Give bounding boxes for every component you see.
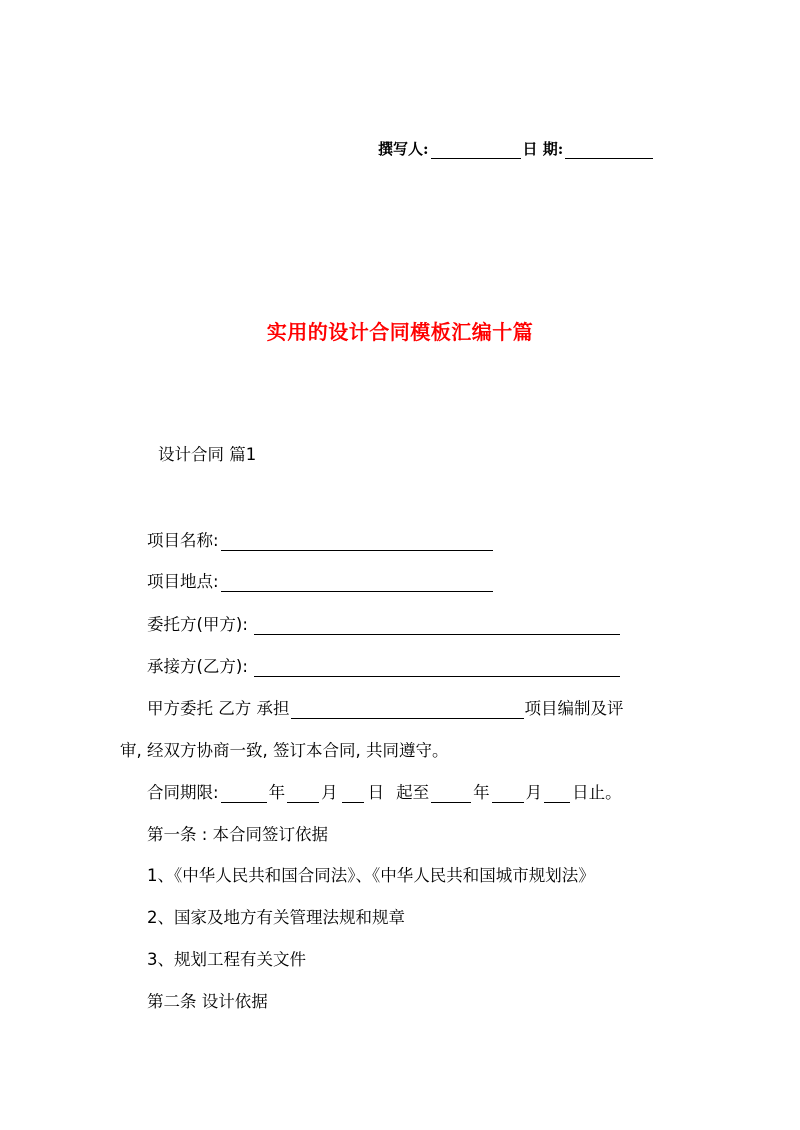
party-a-blank xyxy=(254,616,620,635)
period-month2: 月 xyxy=(525,783,543,802)
period-year2: 年 xyxy=(473,783,490,802)
clause-item-1: 1、《中华人民共和国合同法》、《中华人民共和国城市规划法》 xyxy=(147,866,595,885)
article-2: 第二条 设计依据 xyxy=(147,992,268,1011)
entrust-continuation: 审, 经双方协商一致, 签订本合同, 共同遵守。 xyxy=(120,741,449,760)
party-a-row xyxy=(147,611,620,635)
project-name-label: 项目名称: xyxy=(147,531,219,550)
entrust-suffix: 项目编制及评 xyxy=(524,699,624,718)
clause-item-2: 2、国家及地方有关管理法规和规章 xyxy=(147,908,405,927)
clause-item-3: 3、规划工程有关文件 xyxy=(147,950,306,969)
period-year2-blank xyxy=(431,784,471,803)
date-label: 日 期: xyxy=(522,140,564,158)
article-1: 第一条 : 本合同签订依据 xyxy=(147,825,329,844)
document-title: 实用的设计合同模板汇编十篇 xyxy=(266,320,534,344)
period-year-blank xyxy=(221,784,267,803)
project-name-row xyxy=(147,527,493,551)
entrust-prefix: 甲方委托 乙方 承担 xyxy=(147,699,290,718)
author-blank xyxy=(431,142,521,159)
period-month2-blank xyxy=(492,784,524,803)
party-b-blank xyxy=(254,658,620,677)
author-label: 撰写人: xyxy=(378,140,429,158)
party-b-label: 承接方(乙方): xyxy=(147,657,248,676)
header-signature-line xyxy=(378,138,653,159)
period-label: 合同期限: xyxy=(147,783,219,802)
project-location-label: 项目地点: xyxy=(147,572,219,591)
period-day-blank xyxy=(342,784,364,803)
period-month: 月 xyxy=(321,783,338,802)
period-month-blank xyxy=(287,784,319,803)
project-location-row xyxy=(147,568,493,592)
contract-period-row xyxy=(147,779,622,803)
period-day2-blank xyxy=(544,784,570,803)
party-a-label: 委托方(甲方): xyxy=(147,615,248,634)
project-name-blank xyxy=(221,532,493,551)
period-day: 日 xyxy=(367,783,385,802)
project-location-blank xyxy=(221,573,493,592)
period-year: 年 xyxy=(268,783,286,802)
date-blank xyxy=(565,142,653,159)
period-end: 日止。 xyxy=(572,783,622,802)
entrust-row xyxy=(147,695,624,719)
section-heading: 设计合同 篇1 xyxy=(158,445,257,464)
party-b-row xyxy=(147,653,620,677)
period-from: 起至 xyxy=(396,783,430,802)
entrust-scope-blank xyxy=(291,700,524,719)
